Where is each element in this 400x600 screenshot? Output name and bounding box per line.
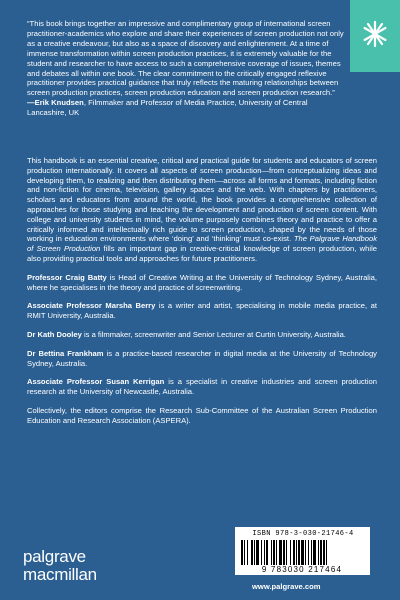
editor-bio-text: is Head of Creative Writing at the University of Technology Sydney, Australia, where he specialises in the theory and practice of screenwriting. (27, 272, 377, 292)
quote-author: —Erik Knudsen (27, 98, 84, 108)
editor-bio (27, 377, 377, 397)
editor-name: Professor Craig Batty (27, 272, 107, 282)
editor-name: Associate Professor Susan Kerrigan (27, 377, 165, 387)
endorsement-quote (27, 19, 345, 118)
editor-name: Associate Professor Marsha Berry (27, 301, 156, 311)
isbn-label: ISBN 978-3-030-21746-4 (252, 530, 354, 538)
editor-bio-text: is a writer and artist, specialising in mobile media practice, at RMIT University, Australia. (27, 301, 378, 321)
publisher-name-line2: macmillan (23, 565, 97, 584)
editor-bio (27, 273, 377, 293)
editor-name: Dr Kath Dooley (27, 329, 82, 339)
editor-bio (27, 349, 377, 369)
book-title: The Palgrave Handbook of Screen Production (27, 234, 377, 254)
collective-note: Collectively, the editors comprise the Research Sub-Committee of the Australian Screen Production Education and Research Association (ASPERA). (27, 405, 377, 425)
palgrave-logo-icon (359, 18, 391, 50)
quote-author-role: , Filmmaker and Professor of Media Practice, University of Central Lancashire, UK (27, 98, 308, 118)
editor-bio-text: is a practice-based researcher in digital media at the University of Technology Sydney, Australia. (27, 348, 377, 368)
editor-bio (27, 301, 377, 321)
editor-bio-text: is a filmmaker, screenwriter and Senior Lecturer at Curtin University, Australia. (81, 329, 346, 339)
publisher-logo (23, 548, 113, 584)
barcode-bars (241, 540, 364, 565)
blurb-body (27, 156, 377, 435)
isbn-barcode (235, 527, 370, 575)
website-url: www.palgrave.com (252, 582, 321, 591)
barcode-digits: 9 783030 217464 (261, 565, 343, 574)
description-text-1: This handbook is an essential creative, critical and practical guide for students and educators of screen production internationally. It covers all aspects of screen production—from conceptualizing ideas and developing them, to realizing and then distributing them—across all forms and formats, including fiction and non-fiction for cinema, television, gallery spaces and the web. With chapters by practitioners, scholars and educators from around the world, the book provides a comprehensive collection of approaches for those studying and teaching the development and production of screen content. With college and university students in mind, the volume purposely combines theory and practice to offer a critically informed and intellectually rich guide to screen production, shaped by the needs of those working in education environments where ‘doing’ and ‘thinking’ must co-exist. (27, 156, 377, 244)
publisher-tab (350, 0, 400, 72)
description-paragraph (27, 156, 377, 264)
publisher-name-line1: palgrave (23, 547, 86, 566)
editor-bio-text: is a specialist in creative industries and screen production research at the University of Newcastle, Australia. (27, 377, 377, 397)
editor-name: Dr Bettina Frankham (27, 348, 104, 358)
quote-text: “This book brings together an impressive and complimentary group of international screen practitioner-academics who explore and share their experiences of screen production not only as a creative endeavour, but also as a space of discovery and enlightenment. At a time of immense transformation within screen production practices, it is extremely valuable for the student and researcher to have access to such a comprehensive coverage of issues, themes and debates all within one book. The clear commitment to the critically engaged reflexive practitioner provides practical guidance that truly reflects the maturing relationships between screen production practices, screen production education and screen production research.” (27, 19, 344, 98)
description-text-2: fills an important gap in creative-critical knowledge of screen production, while also providing practical tools and approaches for future practitioners. (27, 244, 377, 263)
quote-attribution (27, 98, 345, 118)
editor-bio (27, 330, 377, 340)
